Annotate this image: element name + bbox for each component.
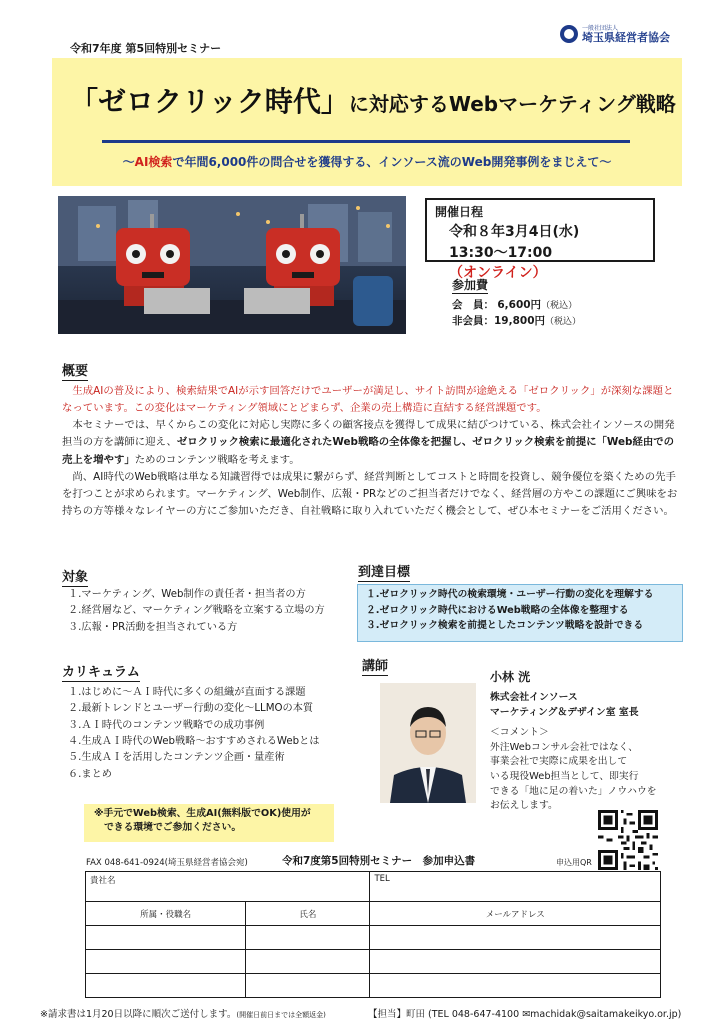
environment-note: ※手元でWeb検索、生成AI(無料版でOK)使用が できる環境でご参加ください。 <box>84 804 334 842</box>
fee-member: 会 員： 6,600円（税込） <box>452 299 578 311</box>
online-label: （オンライン） <box>449 265 547 281</box>
fee-label: 参加費 <box>452 278 489 292</box>
lecturer-photo <box>380 683 476 803</box>
subtitle: ～AI検索で年間6,000件の問合せを獲得する、インソース流のWeb開発事例をまじえて～ <box>122 155 612 169</box>
mail-icon: ✉ <box>522 1009 531 1020</box>
email-input[interactable] <box>370 950 661 974</box>
contact-email[interactable]: machidak@saitamakeikyo.or.jp) <box>530 1009 682 1020</box>
dept-input[interactable] <box>86 950 246 974</box>
name-input[interactable] <box>246 974 370 998</box>
title-underline <box>102 140 630 143</box>
org-logo <box>560 25 670 43</box>
dept-input[interactable] <box>86 926 246 950</box>
overview-title: 概要 <box>62 364 89 379</box>
name-input[interactable] <box>246 926 370 950</box>
application-form <box>85 871 661 998</box>
overview-paragraph-1: 生成AIの普及により、検索結果でAIが示す回答だけでユーザーが満足し、サイト訪問が途絶える「ゼロクリック」が深刻な課題となっています。この変化はマーケティング領域にとどまらず、企業の売上構造に直結する経営課題です。 <box>62 385 674 415</box>
lecturer-comment: ＜コメント＞ 外注Webコンサル会社ではなく、 事業会社で実際に成果を出して いる現役Web担当として、即実行 できる「地に足の着いた」ノウハウを お伝えします。 <box>490 727 657 812</box>
overview-paragraph-2: 本セミナーでは、早くからこの変化に対応し実際に多くの顧客接点を獲得して成果に結びつけている、株式会社インソースの開発担当の方を講師に迎え、ゼロクリック検索に最適化されたWeb戦略の全体像を把握し、ゼロクリック検索を前提に「Web経由での売上を増やす」ためのコンテンツ戦略を考えます。 <box>62 419 675 466</box>
fax-number: FAX 048-641-0924(埼玉県経営者協会宛) <box>86 858 248 868</box>
dept-input[interactable] <box>86 974 246 998</box>
overview-paragraph-3: 尚、AI時代のWeb戦略は単なる知識習得では成果に繋がらず、経営判断としてコストと時間を投資し、競争優位を築くための先手を打つことが求められます。マーケティング、Web制作、広報・PRなどのご担当者だけでなく、経営層の方やこの課題にご興味をお持ちの方等様々なレイヤーの方にご参加いただき、自社戦略に取り入れていただく機会として、ぜひ本セミナーをご活用ください。 <box>62 470 678 518</box>
col-email-header: メールアドレス <box>370 902 661 926</box>
page-title <box>70 80 676 120</box>
lecturer-name: 小林 洸 <box>490 670 531 684</box>
lecturer-title: 講師 <box>362 659 389 674</box>
list-item: ２.経営層など、マーケティング戦略を立案する立場の方 <box>68 605 325 617</box>
title-rest: に対応するWebマーケティング戦略 <box>348 92 676 116</box>
schedule-box <box>425 198 655 281</box>
contact-info: 【担当】町田 (TEL 048-647-4100 ✉machidak@saitamakeikyo.or.jp) <box>368 1009 682 1020</box>
list-item: ３.ゼロクリック検索を前提としたコンテンツ戦略を設計できる <box>366 620 644 632</box>
company-field[interactable] <box>86 872 370 902</box>
form-title: 令和7度第5回特別セミナー 参加申込書 <box>282 855 476 867</box>
list-item: ３.ＡＩ時代のコンテンツ戦略での成功事例 <box>68 719 265 731</box>
list-item: ３.広報・PR活動を担当されている方 <box>68 621 238 633</box>
tel-label: TEL <box>374 874 390 884</box>
target-title: 対象 <box>62 570 89 585</box>
list-item: ５.生成ＡＩを活用したコンテンツ企画・量産術 <box>68 752 285 764</box>
email-input[interactable] <box>370 926 661 950</box>
curriculum-list <box>68 685 320 783</box>
name-input[interactable] <box>246 950 370 974</box>
company-label: 貴社名 <box>90 876 116 886</box>
schedule-time: 13:30～17:00（オンライン） <box>449 245 553 281</box>
org-type: 一般社団法人 <box>582 24 619 32</box>
title-highlight: 「ゼロクリック時代」 <box>70 85 349 118</box>
schedule-date: 令和８年3月4日(水) <box>449 224 580 240</box>
col-name-header: 氏名 <box>246 902 370 926</box>
robots-image <box>58 196 406 334</box>
tel-field[interactable] <box>370 872 661 902</box>
target-list <box>68 587 325 636</box>
goals-box <box>357 584 683 642</box>
subtitle-ai-search: AI検索 <box>134 155 173 169</box>
curriculum-title: カリキュラム <box>62 665 140 680</box>
list-item: ２.最新トレンドとユーザー行動の変化～LLMOの本質 <box>68 703 314 715</box>
list-item: ２.ゼロクリック時代におけるWeb戦略の全体像を整理する <box>366 604 629 616</box>
list-item: １.マーケティング、Web制作の責任者・担当者の方 <box>68 589 306 600</box>
application-qr-code[interactable] <box>598 810 658 870</box>
invoice-note: ※請求書は1月20日以降に順次ご送付します。(開催日前日までは全額返金) <box>40 1009 326 1020</box>
org-logo-icon <box>560 25 578 43</box>
schedule-label: 開催日程 <box>435 205 484 219</box>
series-label: 令和7年度 第5回特別セミナー <box>70 42 222 55</box>
lecturer-affiliation: 株式会社インソース マーケティング＆デザイン室 室長 <box>490 692 639 719</box>
org-name: 埼玉県経営者協会 <box>582 30 670 44</box>
list-item: １.はじめに～ＡＩ時代に多くの組織が直面する課題 <box>68 687 306 698</box>
col-dept-header: 所属・役職名 <box>86 902 246 926</box>
fee-nonmember: 非会員：19,800円（税込） <box>452 315 582 327</box>
email-input[interactable] <box>370 974 661 998</box>
overview-section <box>62 360 682 520</box>
list-item: ６.まとめ <box>68 768 112 780</box>
goals-title: 到達目標 <box>358 565 411 580</box>
list-item: ４.生成ＡＩ時代のWeb戦略～おすすめされるWebとは <box>68 735 320 747</box>
list-item: １.ゼロクリック時代の検索環境・ユーザー行動の変化を理解する <box>366 589 654 600</box>
title-banner <box>52 58 682 186</box>
qr-caption: 申込用QR <box>556 858 592 867</box>
